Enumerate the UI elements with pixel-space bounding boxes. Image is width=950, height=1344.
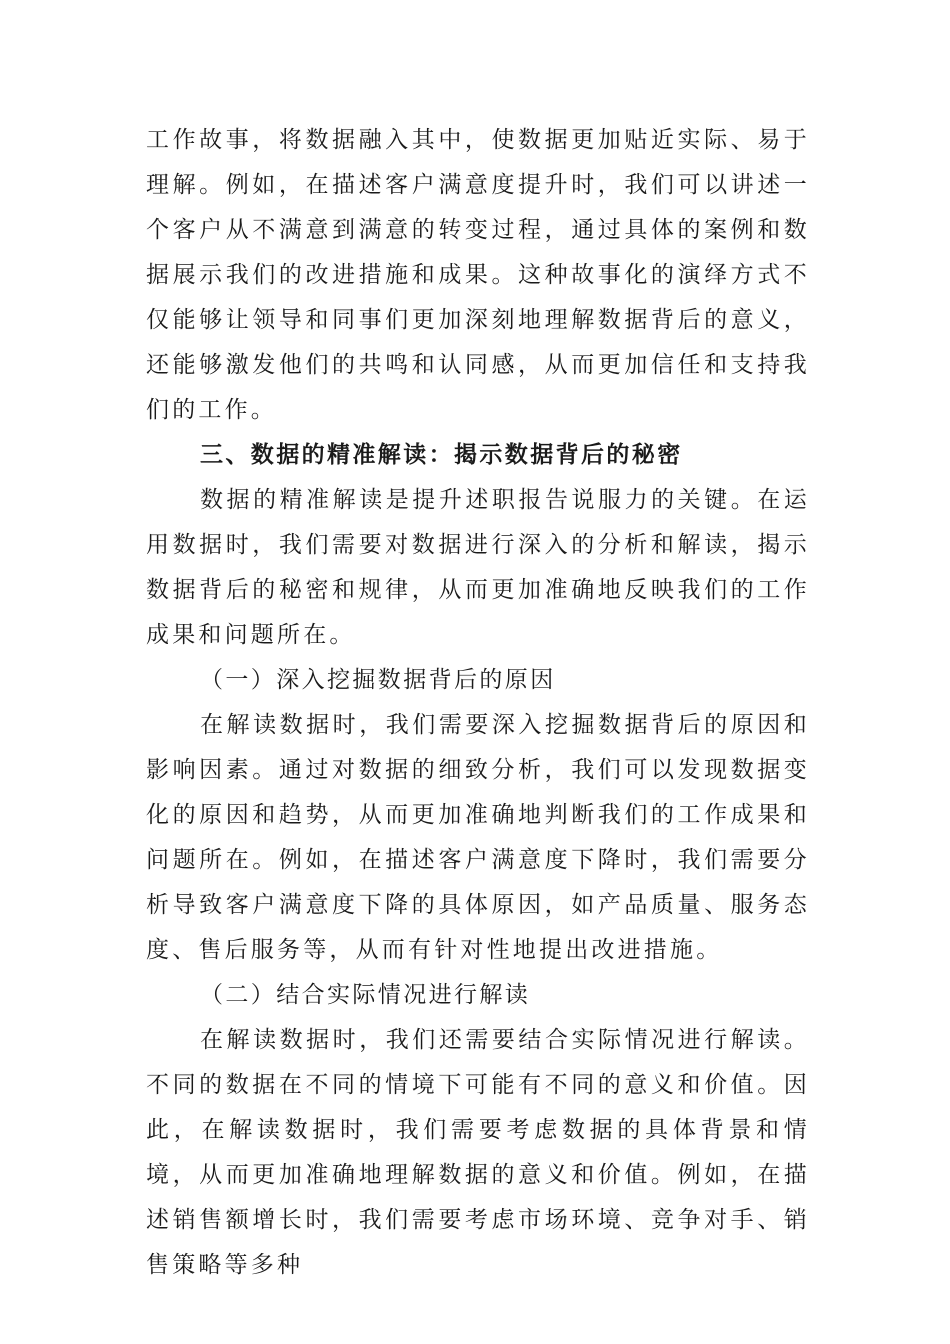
subheading-1: （一）深入挖掘数据背后的原因 <box>200 667 556 693</box>
paragraph-causes: 在解读数据时，我们需要深入挖掘数据背后的原因和影响因素。通过对数据的细致分析，我们可以发现数据变化的原因和趋势，从而更加准确地判断我们的工作成果和问题所在。例如，在描述客户满意度下降时，我们需要分析导致客户满意度下降的具体原因，如产品质量、服务态度、售后服务等，从而有针对性地提出改进措施。 <box>146 712 810 963</box>
paragraph-context: 在解读数据时，我们还需要结合实际情况进行解读。不同的数据在不同的情境下可能有不同的意义和价值。因此，在解读数据时，我们需要考虑数据的具体背景和情境，从而更加准确地理解数据的意义和价值。例如，在描述销售额增长时，我们需要考虑市场环境、竞争对手、销售策略等多种 <box>146 1027 810 1278</box>
subheading-2: （二）结合实际情况进行解读 <box>200 982 531 1008</box>
paragraph-intro: 数据的精准解读是提升述职报告说服力的关键。在运用数据时，我们需要对数据进行深入的分析和解读，揭示数据背后的秘密和规律，从而更加准确地反映我们的工作成果和问题所在。 <box>146 487 810 648</box>
paragraph-continuation: 工作故事，将数据融入其中，使数据更加贴近实际、易于理解。例如，在描述客户满意度提升时，我们可以讲述一个客户从不满意到满意的转变过程，通过具体的案例和数据展示我们的改进措施和成果。这种故事化的演绎方式不仅能够让领导和同事们更加深刻地理解数据背后的意义，还能够激发他们的共鸣和认同感，从而更加信任和支持我们的工作。 <box>146 127 810 423</box>
document-body <box>146 118 810 1288</box>
section-heading-3: 三、数据的精准解读：揭示数据背后的秘密 <box>200 442 683 468</box>
